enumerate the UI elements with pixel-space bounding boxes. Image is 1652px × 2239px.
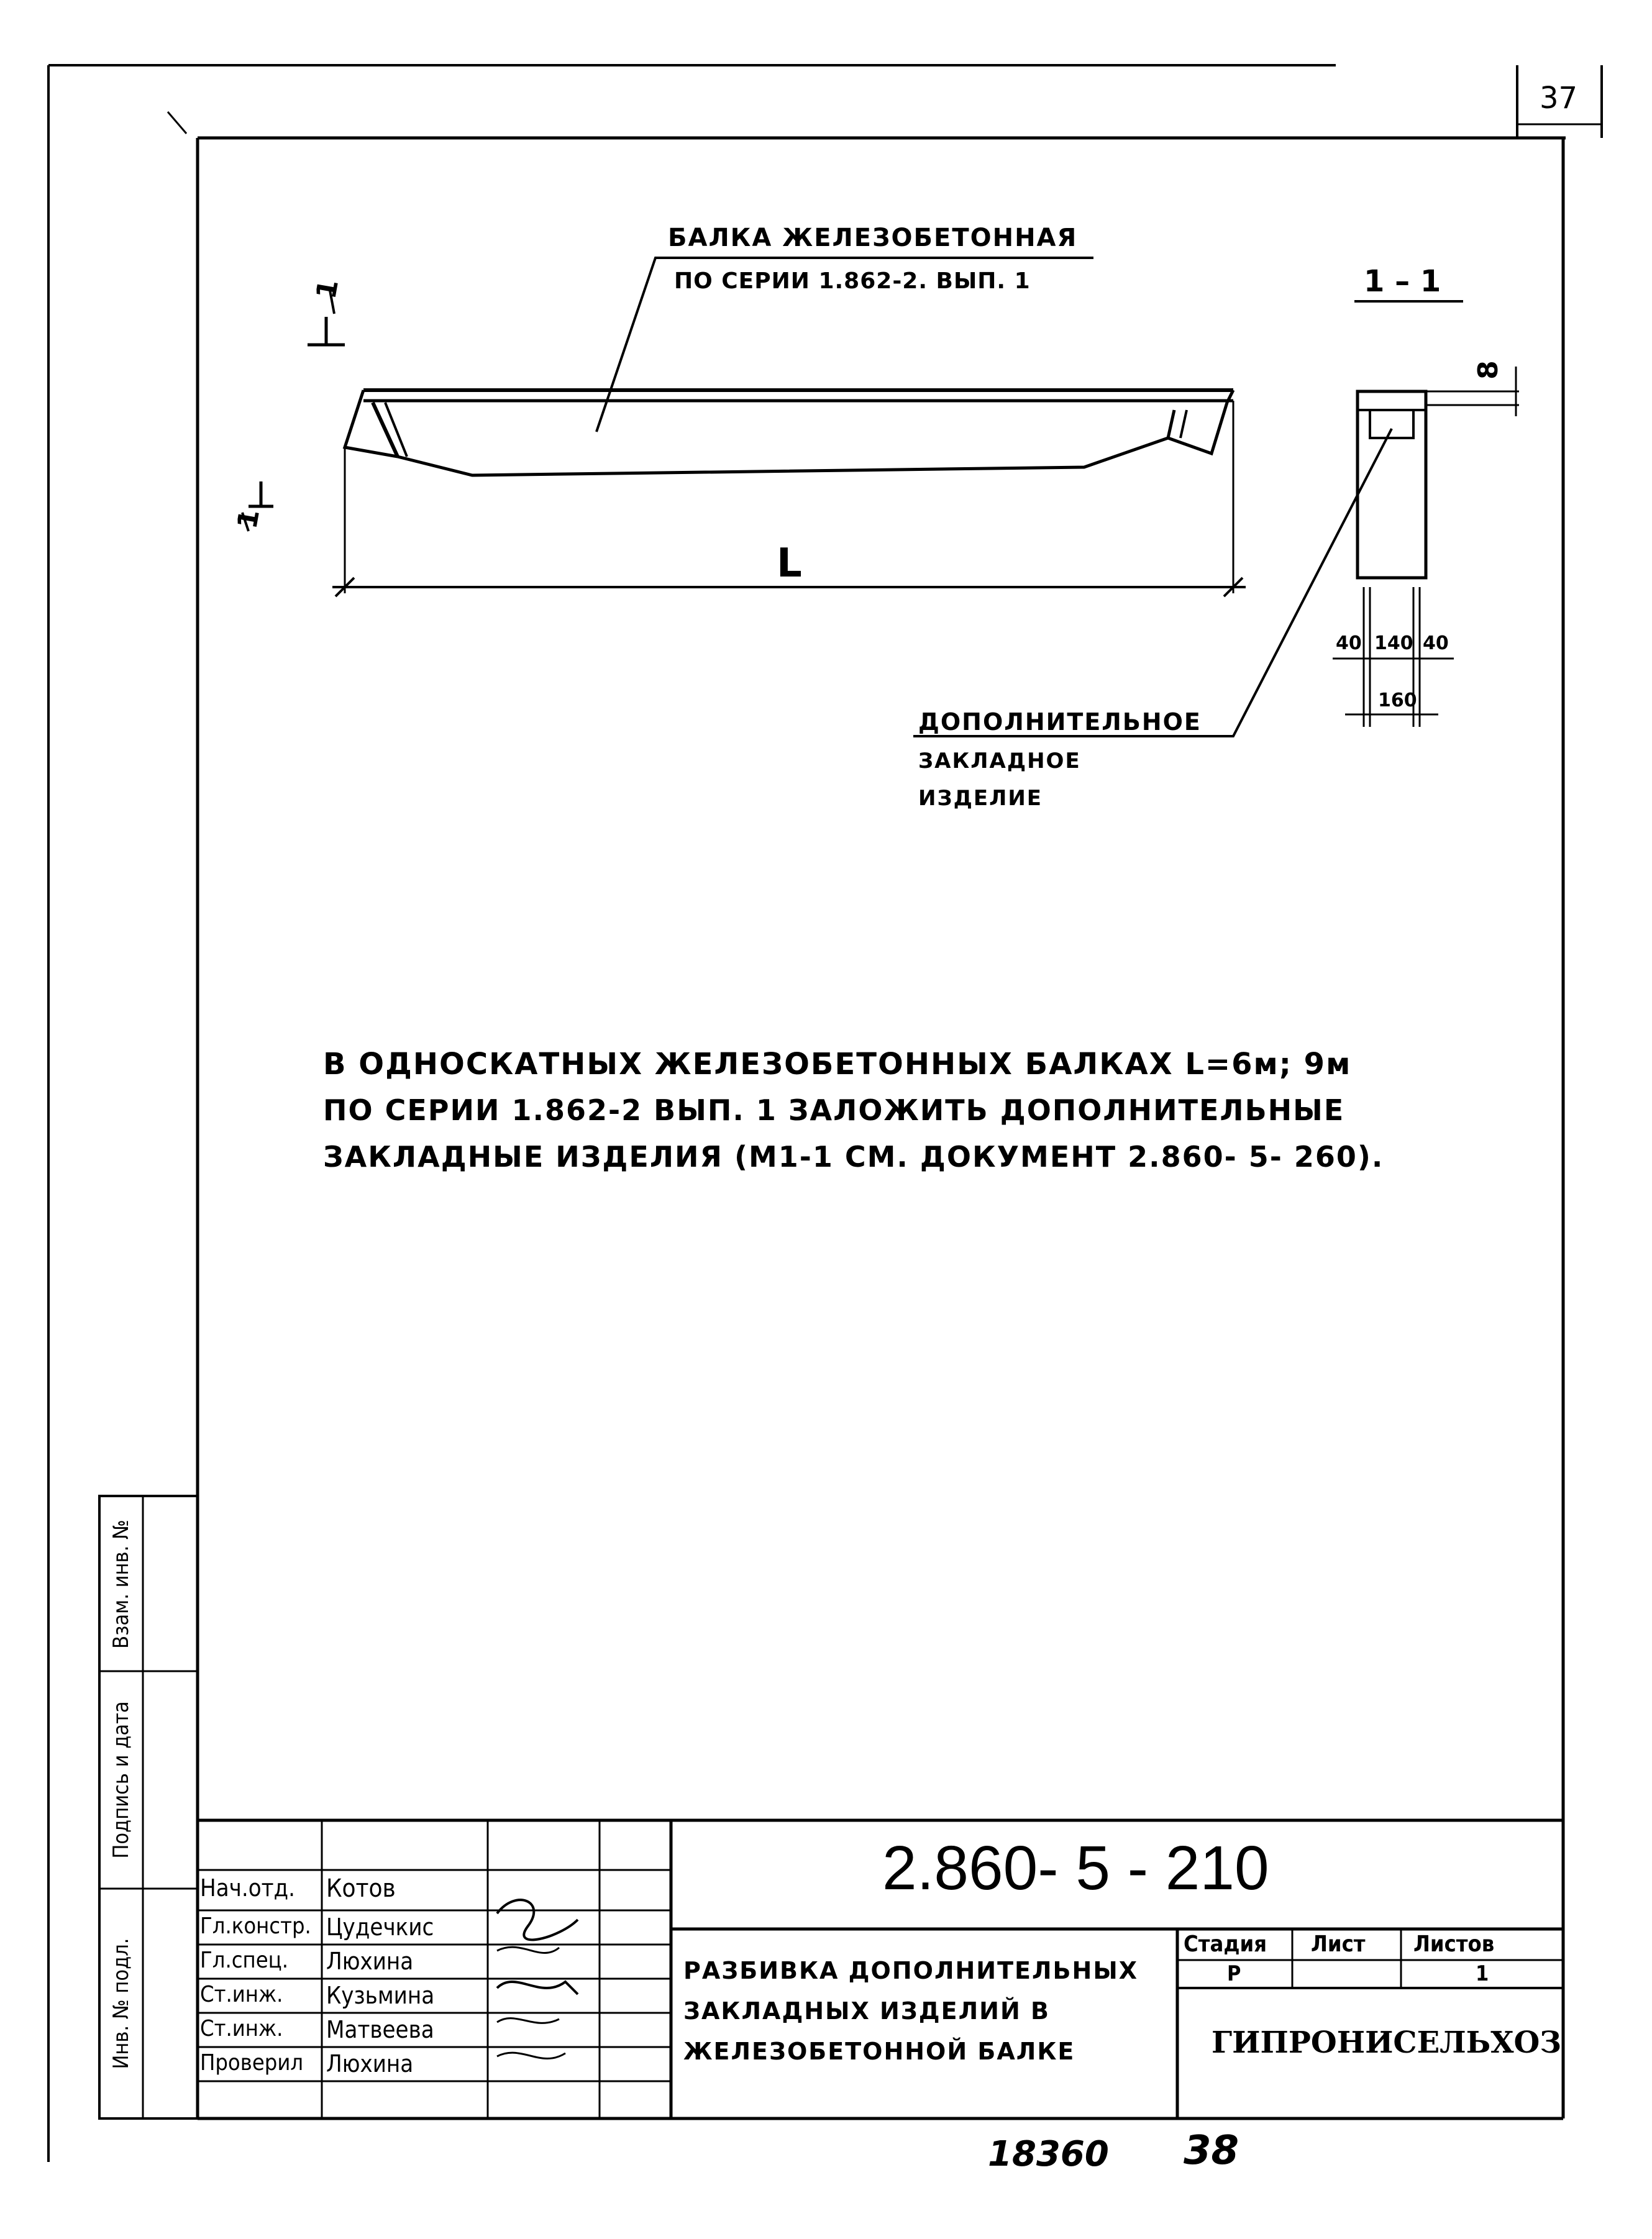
note-line1: В ОДНОСКАТНЫХ ЖЕЛЕЗОБЕТОННЫХ БАЛКАХ L=6м; 9м: [323, 1047, 1352, 1082]
doc-code: 2.860- 5 - 210: [882, 1833, 1269, 1903]
insert-label-line3: ИЗДЕЛИЕ: [918, 786, 1043, 811]
name-2: Цудечкис: [326, 1913, 434, 1941]
sheet-header: Лист: [1311, 1931, 1366, 1957]
role-5: Ст.инж.: [200, 2016, 283, 2041]
note-line3: ЗАКЛАДНЫЕ ИЗДЕЛИЯ (М1-1 СМ. ДОКУМЕНТ 2.860- 5- 260).: [323, 1140, 1384, 1174]
stage-header: Стадия: [1184, 1931, 1267, 1957]
sheets-value: 1: [1476, 1961, 1489, 1986]
section-title: 1 – 1: [1364, 264, 1441, 299]
sheet-number: 37: [1540, 81, 1578, 116]
name-4: Кузьмина: [326, 1982, 435, 2009]
name-3: Люхина: [326, 1948, 414, 1975]
dim-top: 8: [1472, 360, 1504, 380]
side-stamp-cell-1: Инв. № подл.: [109, 1938, 134, 2069]
cut-mark-bottom: 1: [231, 506, 267, 532]
dim-left: 40: [1336, 632, 1362, 654]
side-stamp-cell-3: Взам. инв. №: [109, 1520, 134, 1649]
page-number: 38: [1184, 2128, 1239, 2174]
name-1: Котов: [326, 1874, 396, 1903]
insert-label-line2: ЗАКЛАДНОЕ: [918, 749, 1081, 773]
title-line3: ЖЕЛЕЗОБЕТОННОЙ БАЛКЕ: [683, 2038, 1075, 2065]
stage-value: Р: [1227, 1961, 1241, 1986]
side-stamp-cell-2: Подпись и дата: [109, 1701, 134, 1859]
name-5: Матвеева: [326, 2016, 434, 2043]
role-3: Гл.спец.: [200, 1948, 288, 1973]
dim-mid: 140: [1374, 632, 1413, 654]
role-2: Гл.констр.: [200, 1913, 311, 1939]
sheets-header: Листов: [1413, 1931, 1495, 1957]
beam-label-line2: ПО СЕРИИ 1.862-2. ВЫП. 1: [674, 268, 1031, 294]
dim-total: 160: [1378, 690, 1417, 711]
role-1: Нач.отд.: [200, 1874, 296, 1902]
archive-number: 18360: [988, 2134, 1109, 2174]
beam-label-line1: БАЛКА ЖЕЛЕЗОБЕТОННАЯ: [668, 224, 1078, 252]
organization: ГИПРОНИСЕЛЬХОЗ: [1212, 2025, 1561, 2060]
title-line2: ЗАКЛАДНЫХ ИЗДЕЛИЙ В: [683, 1997, 1050, 2025]
note-line2: ПО СЕРИИ 1.862-2 ВЫП. 1 ЗАЛОЖИТЬ ДОПОЛНИТЕЛЬНЫЕ: [323, 1093, 1345, 1127]
role-6: Проверил: [200, 2050, 304, 2076]
insert-label-line1: ДОПОЛНИТЕЛЬНОЕ: [918, 708, 1202, 736]
title-line1: РАЗБИВКА ДОПОЛНИТЕЛЬНЫХ: [683, 1957, 1138, 1984]
name-6: Люхина: [326, 2050, 414, 2077]
dim-right: 40: [1423, 632, 1449, 654]
role-4: Ст.инж.: [200, 1982, 283, 2007]
cut-mark-top: 1: [310, 276, 345, 302]
length-label: L: [777, 540, 802, 586]
